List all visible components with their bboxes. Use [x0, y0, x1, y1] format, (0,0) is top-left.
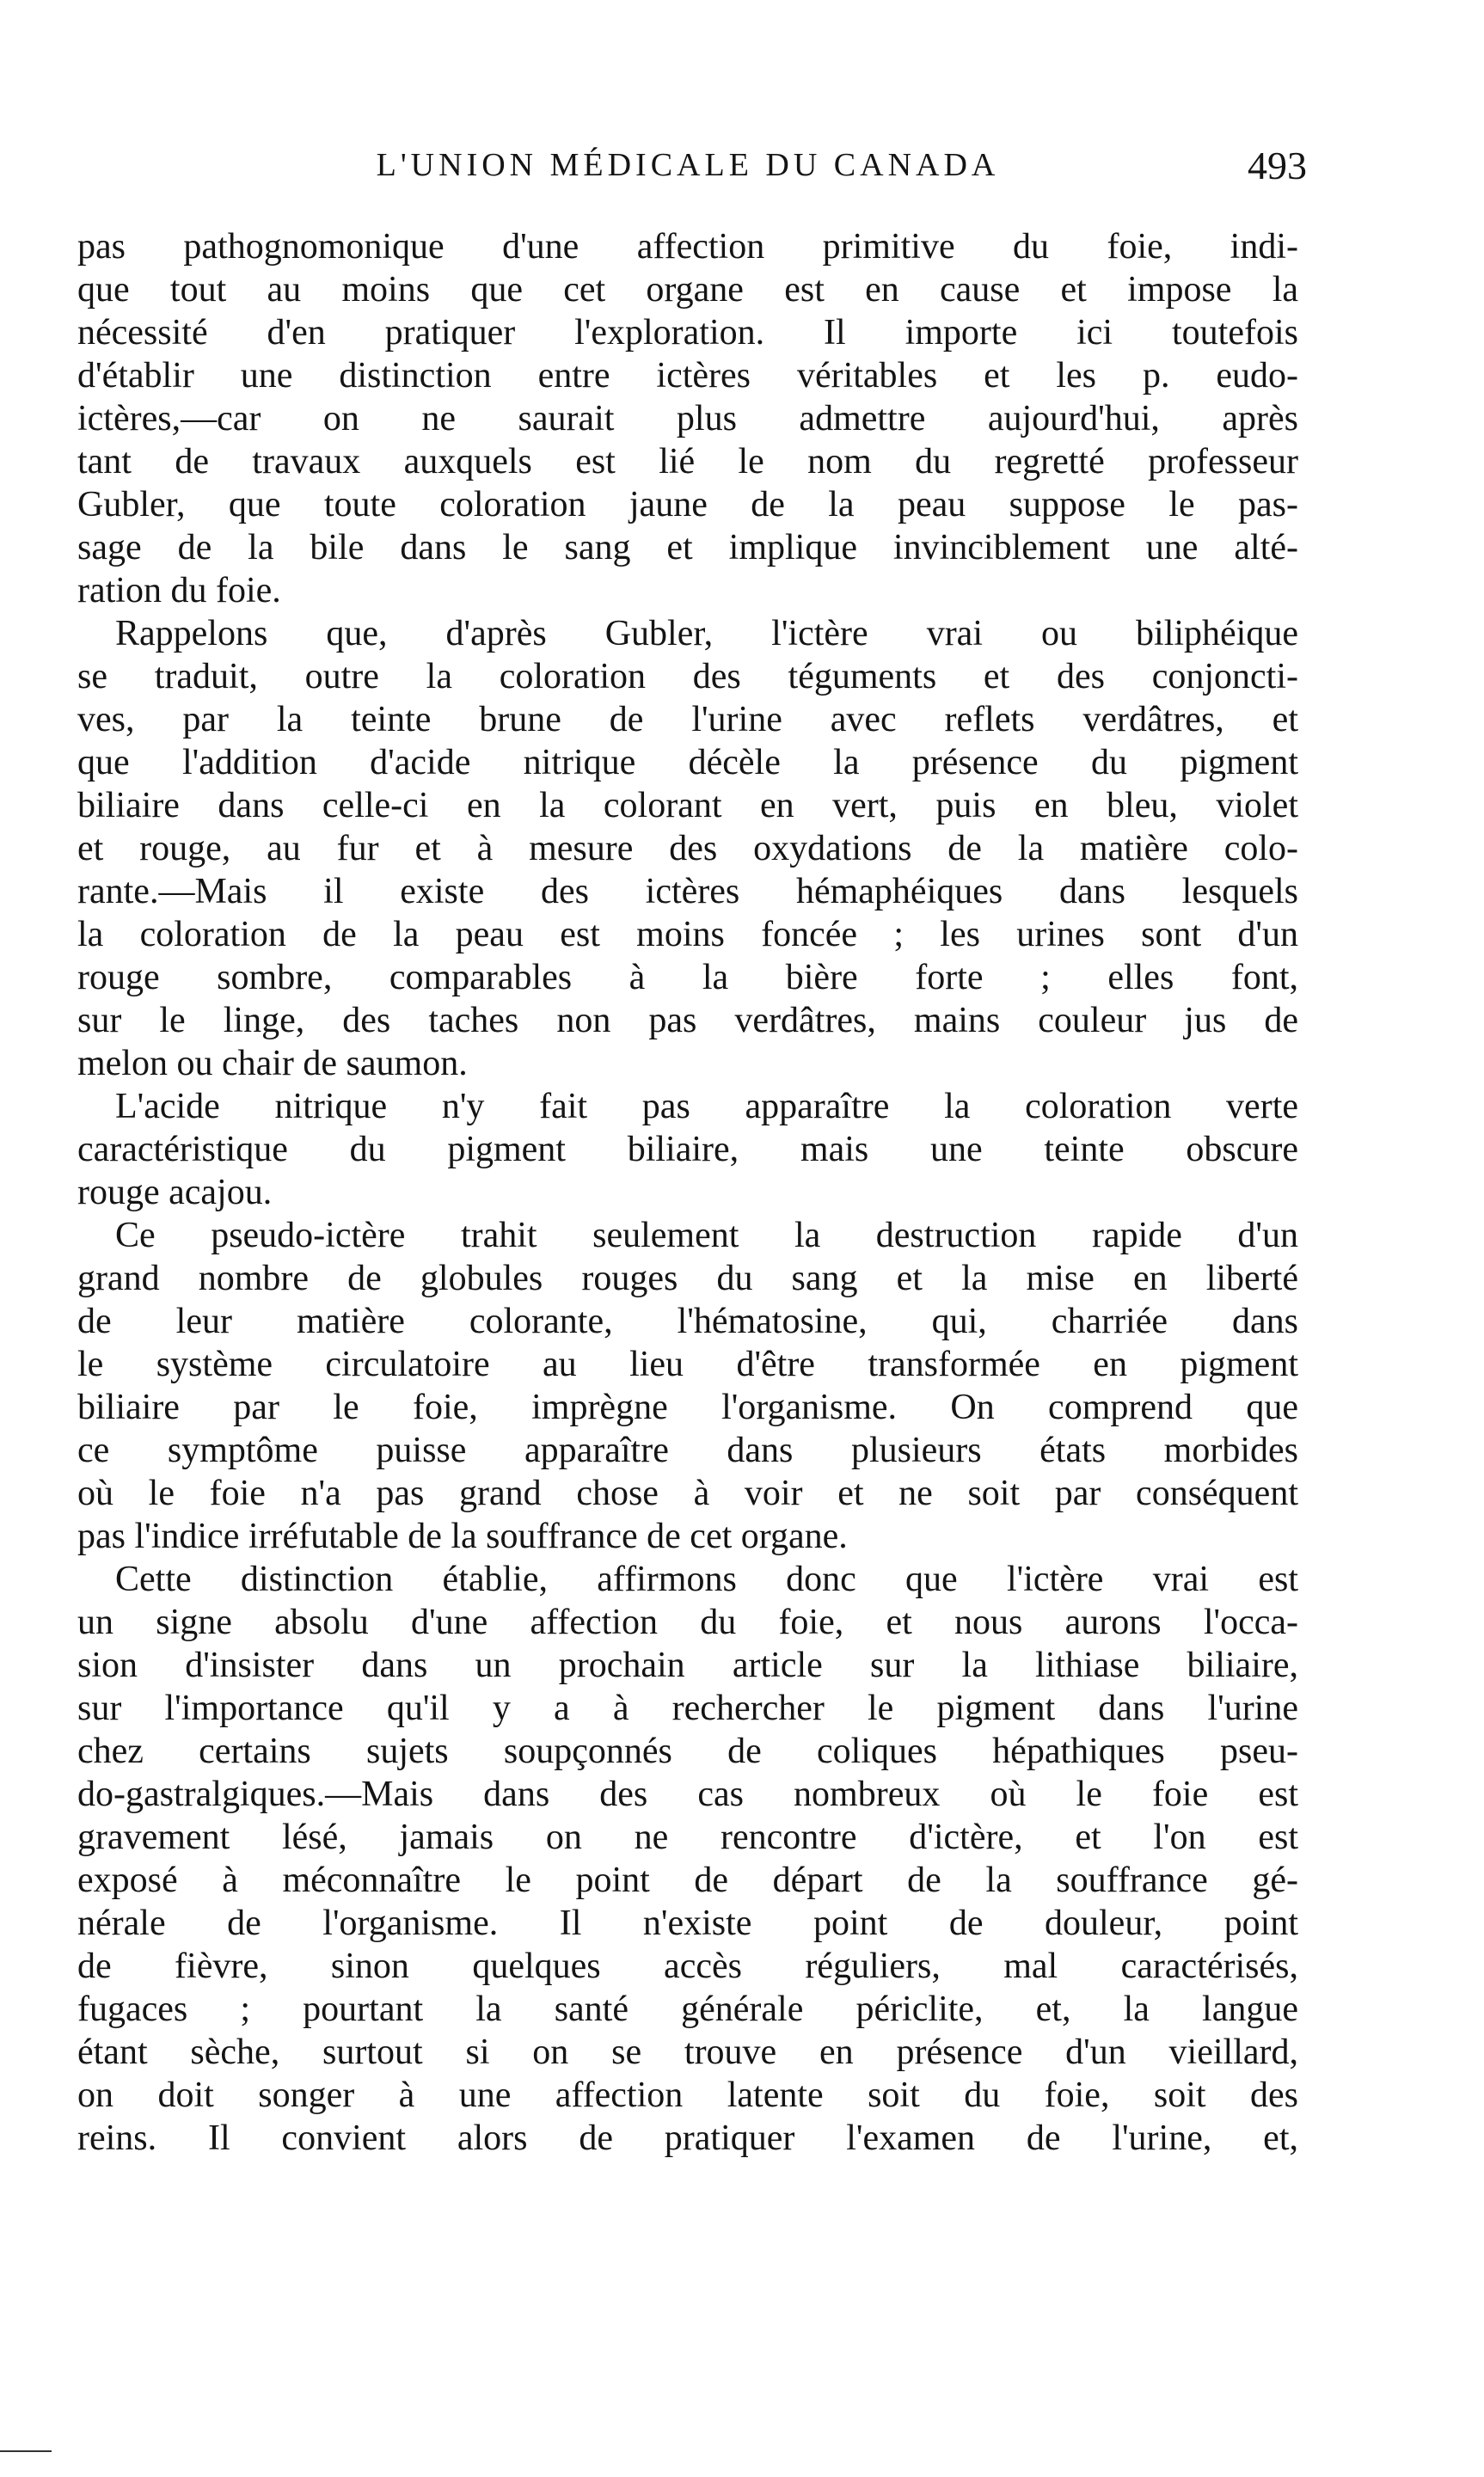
text-line: nécessité d'en pratiquer l'exploration. Il importe ici toutefois: [77, 313, 1298, 353]
text-line: ce symptôme puisse apparaître dans plusieurs états morbides: [77, 1431, 1298, 1470]
text-line: fugaces ; pourtant la santé générale périclite, et, la langue: [77, 1990, 1298, 2029]
text-line: et rouge, au fur et à mesure des oxydations de la matière colo-: [77, 829, 1298, 868]
text-line: sage de la bile dans le sang et implique invinciblement une alté-: [77, 528, 1298, 567]
journal-title: L'UNION MÉDICALE DU CANADA: [376, 147, 1000, 183]
text-line: la coloration de la peau est moins foncée ; les urines sont d'un: [77, 915, 1298, 954]
body-text: [77, 225, 1298, 2160]
text-line: étant sèche, surtout si on se trouve en présence d'un vieillard,: [77, 2032, 1298, 2072]
text-line: rante.—Mais il existe des ictères hémaphéiques dans lesquels: [77, 872, 1298, 911]
text-line: sur l'importance qu'il y a à rechercher le pigment dans l'urine: [77, 1689, 1298, 1728]
text-line: rouge sombre, comparables à la bière forte ; elles font,: [77, 958, 1298, 997]
text-line: le système circulatoire au lieu d'être transformée en pigment: [77, 1345, 1298, 1384]
text-line: pas pathognomonique d'une affection primitive du foie, indi-: [77, 227, 1298, 267]
text-line: Gubler, que toute coloration jaune de la peau suppose le pas-: [77, 485, 1298, 524]
text-line: on doit songer à une affection latente soit du foie, soit des: [77, 2075, 1298, 2115]
running-head: [77, 144, 1307, 198]
text-line: sur le linge, des taches non pas verdâtres, mains couleur jus de: [77, 1001, 1298, 1040]
text-line: d'établir une distinction entre ictères véritables et les p. eudo-: [77, 356, 1298, 395]
text-line: Rappelons que, d'après Gubler, l'ictère vrai ou biliphéique: [115, 614, 1298, 653]
text-line: que tout au moins que cet organe est en cause et impose la: [77, 270, 1298, 310]
text-line: biliaire dans celle-ci en la colorant en vert, puis en bleu, violet: [77, 786, 1298, 825]
text-line: L'acide nitrique n'y fait pas apparaître la coloration verte: [115, 1087, 1298, 1126]
text-line: pas l'indice irréfutable de la souffrance de cet organe.: [77, 1517, 848, 1556]
bottom-rule: [0, 2450, 52, 2452]
text-line: que l'addition d'acide nitrique décèle la présence du pigment: [77, 743, 1298, 782]
text-line: ration du foie.: [77, 571, 281, 610]
text-line: exposé à méconnaître le point de départ de la souffrance gé-: [77, 1861, 1298, 1900]
page-number: 493: [1248, 144, 1307, 187]
text-line: ves, par la teinte brune de l'urine avec reflets verdâtres, et: [77, 700, 1298, 739]
text-line: melon ou chair de saumon.: [77, 1044, 468, 1083]
text-line: où le foie n'a pas grand chose à voir et ne soit par conséquent: [77, 1474, 1298, 1513]
text-line: Cette distinction établie, affirmons donc que l'ictère vrai est: [115, 1560, 1298, 1599]
text-line: grand nombre de globules rouges du sang et la mise en liberté: [77, 1259, 1298, 1298]
text-line: Ce pseudo-ictère trahit seulement la destruction rapide d'un: [115, 1216, 1298, 1255]
text-line: chez certains sujets soupçonnés de coliques hépathiques pseu-: [77, 1732, 1298, 1771]
text-line: tant de travaux auxquels est lié le nom du regretté professeur: [77, 442, 1298, 481]
text-line: se traduit, outre la coloration des téguments et des conjoncti-: [77, 657, 1298, 696]
text-line: un signe absolu d'une affection du foie, et nous aurons l'occa-: [77, 1603, 1298, 1642]
text-line: biliaire par le foie, imprègne l'organisme. On comprend que: [77, 1388, 1298, 1427]
text-line: nérale de l'organisme. Il n'existe point de douleur, point: [77, 1904, 1298, 1943]
text-line: do-gastralgiques.—Mais dans des cas nombreux où le foie est: [77, 1775, 1298, 1814]
text-line: de fièvre, sinon quelques accès réguliers, mal caractérisés,: [77, 1947, 1298, 1986]
text-line: gravement lésé, jamais on ne rencontre d'ictère, et l'on est: [77, 1818, 1298, 1857]
text-line: ictères,—car on ne saurait plus admettre aujourd'hui, après: [77, 399, 1298, 438]
text-line: caractéristique du pigment biliaire, mais une teinte obscure: [77, 1130, 1298, 1169]
text-line: de leur matière colorante, l'hématosine, qui, charriée dans: [77, 1302, 1298, 1341]
text-line: rouge acajou.: [77, 1173, 273, 1212]
text-line: sion d'insister dans un prochain article sur la lithiase biliaire,: [77, 1646, 1298, 1685]
text-line: reins. Il convient alors de pratiquer l'examen de l'urine, et,: [77, 2118, 1298, 2158]
